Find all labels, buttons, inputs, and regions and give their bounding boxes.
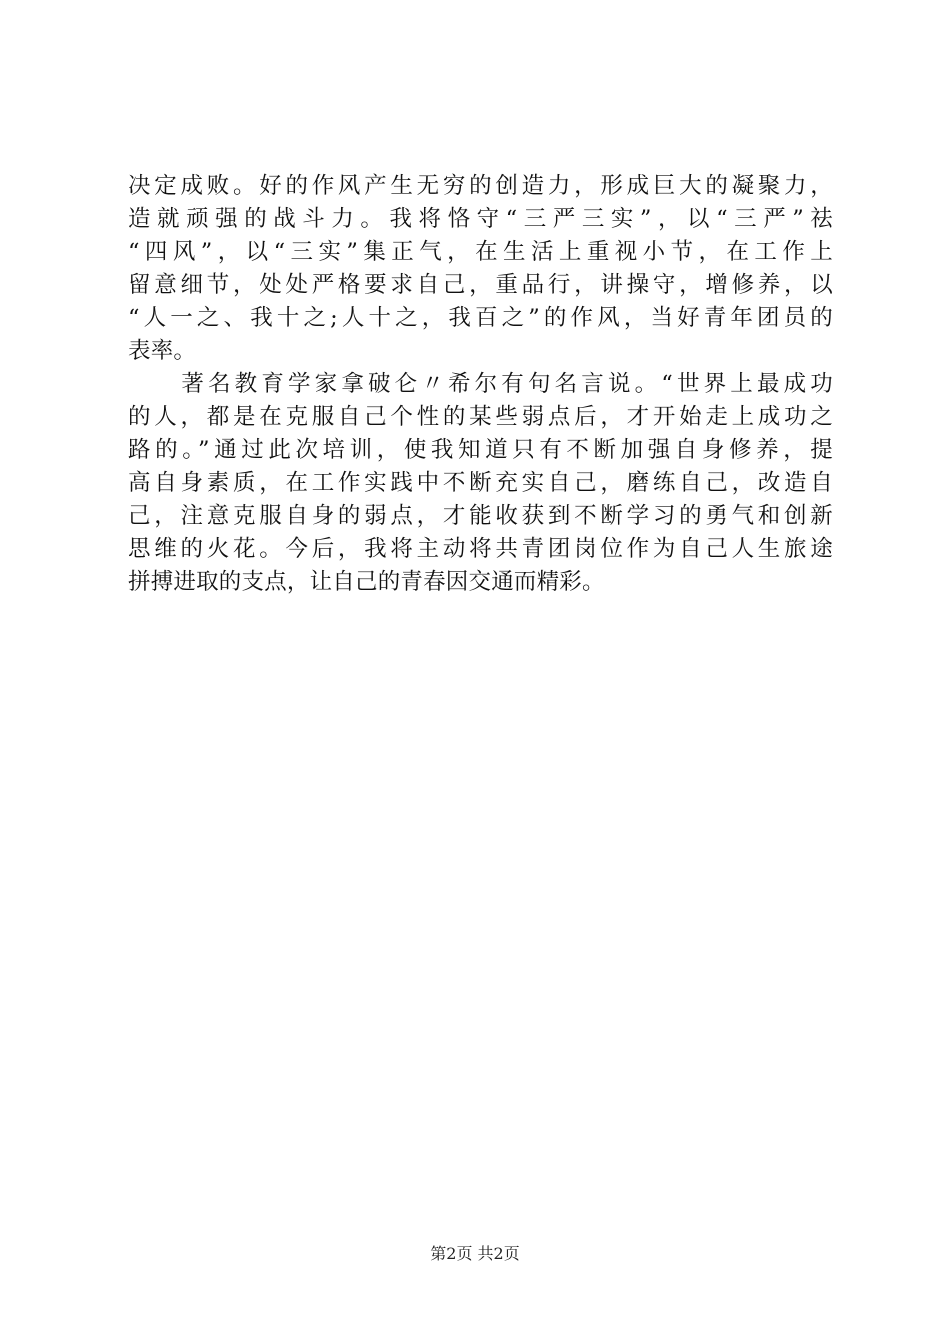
text-line: “四风”，以“三实”集正气，在生活上重视小节，在工作上 xyxy=(128,239,833,265)
text-line: 拼搏进取的支点，让自己的青春因交通而精彩。 xyxy=(128,569,605,595)
text-line: 著名教育学家拿破仑〃希尔有句名言说。“世界上最成功 xyxy=(128,371,833,397)
body-text xyxy=(128,170,833,599)
text-line: 留意细节，处处严格要求自己，重品行，讲操守，增修养，以 xyxy=(128,272,833,298)
text-line: 的人，都是在克服自己个性的某些弱点后，才开始走上成功之 xyxy=(128,404,833,430)
text-line: 思维的火花。今后，我将主动将共青团岗位作为自己人生旅途 xyxy=(128,536,833,562)
text-line: 路的。”通过此次培训，使我知道只有不断加强自身修养，提 xyxy=(128,437,833,463)
text-line: 表率。 xyxy=(128,338,197,364)
text-line: “人一之、我十之;人十之，我百之”的作风，当好青年团员的 xyxy=(128,305,833,331)
text-line: 高自身素质，在工作实践中不断充实自己，磨练自己，改造自 xyxy=(128,470,833,496)
page-number-footer: 第2页 共2页 xyxy=(430,1244,520,1263)
text-line: 决定成败。好的作风产生无穷的创造力，形成巨大的凝聚力， xyxy=(128,173,833,199)
text-line: 造就顽强的战斗力。我将恪守“三严三实”，以“三严”祛 xyxy=(128,206,833,232)
text-line: 己，注意克服自身的弱点，才能收获到不断学习的勇气和创新 xyxy=(128,503,833,529)
